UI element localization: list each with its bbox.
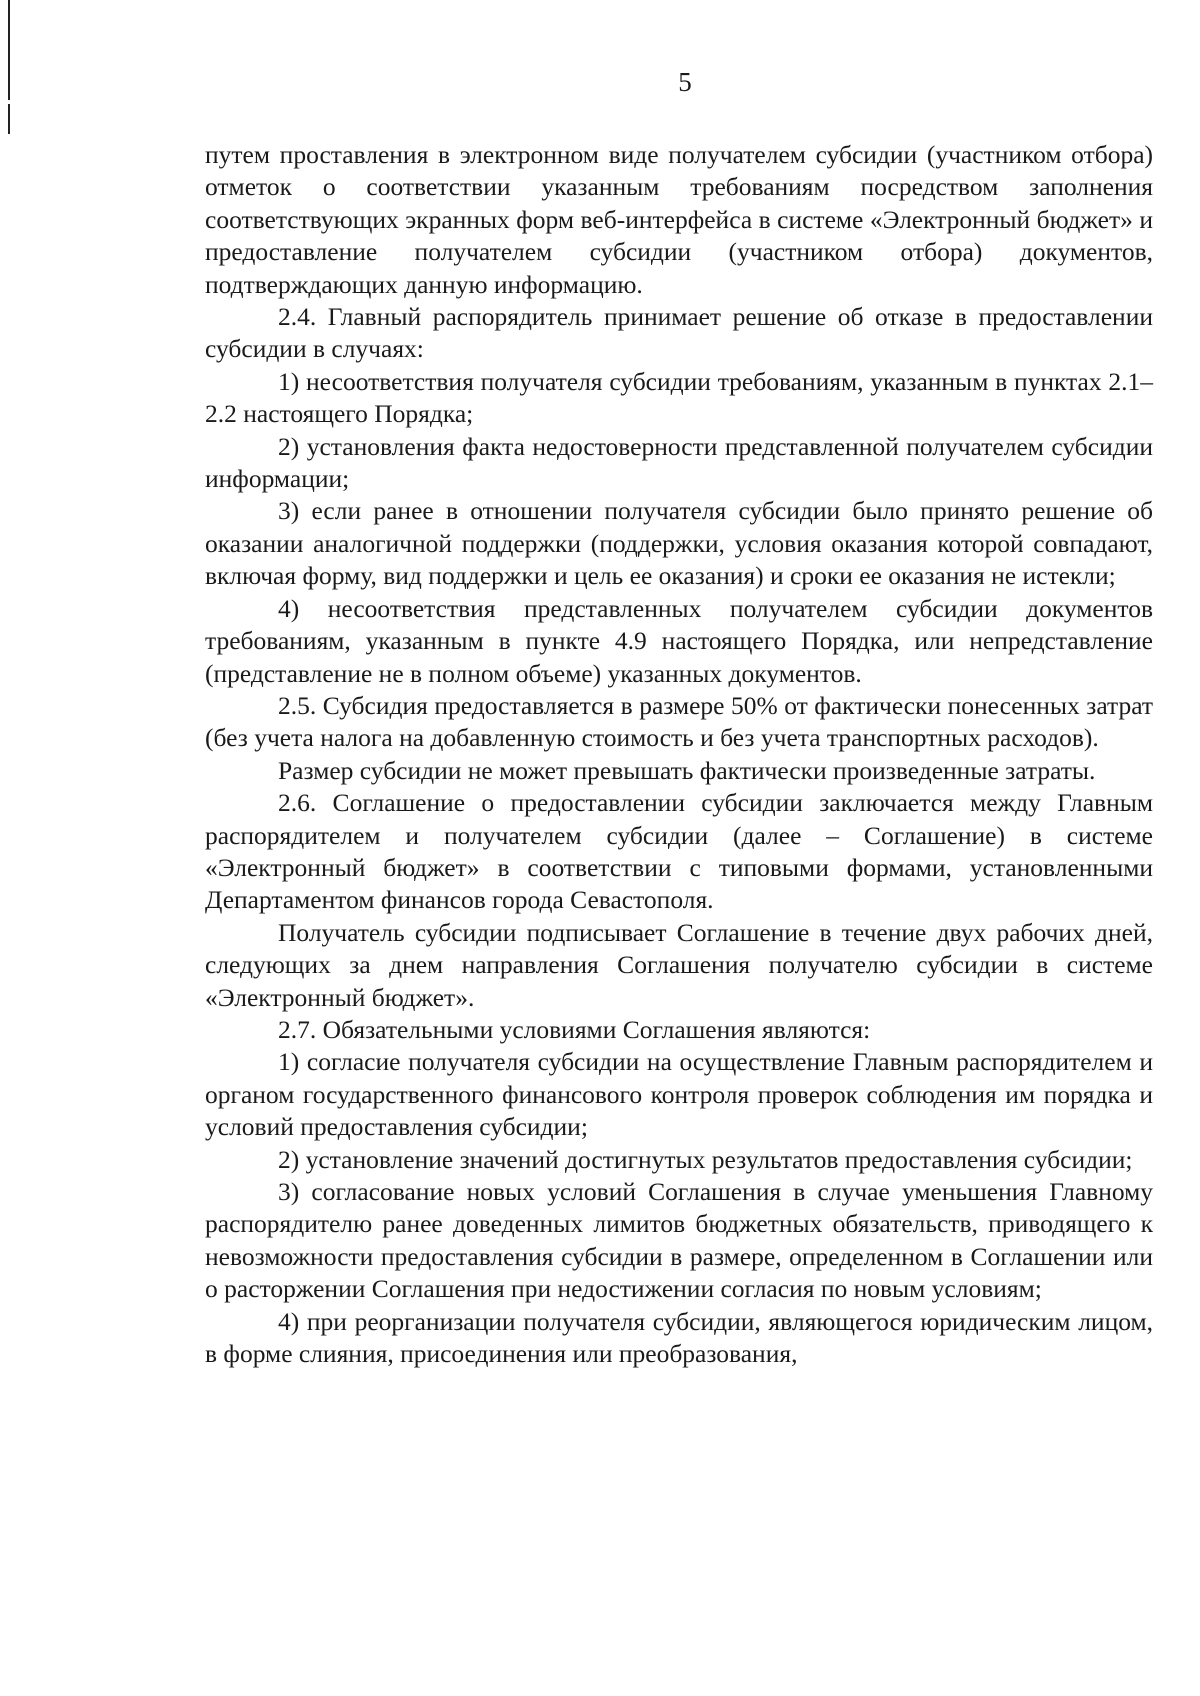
list-item-2-4-2: 2) установления факта недостоверности представленной получателем субсидии информации;: [205, 431, 1153, 494]
list-item-2-7-3: 3) согласование новых условий Соглашения в случае уменьшения Главному распорядителю ранее доведенных лимитов бюджетных обязательств, приводящего к невозможности предоставления субсидии в размере, определенном в Соглашении или о расторжении Соглашения при недостижении согласия по новым условиям;: [205, 1177, 1153, 1304]
paragraph-subsidy-limit: Размер субсидии не может превышать фактически произведенные затраты.: [278, 755, 1096, 785]
paragraph-signing: Получатель субсидии подписывает Соглашение в течение двух рабочих дней, следующих за днем направления Соглашения получателю субсидии в системе «Электронный бюджет».: [205, 917, 1153, 1012]
list-item-2-4-3: 3) если ранее в отношении получателя субсидии было принято решение об оказании аналогичной поддержки (поддержки, условия оказания которой совпадают, включая форму, вид поддержки и цель ее оказания) и сроки ее оказания не истекли;: [205, 496, 1153, 591]
list-item-2-7-2: 2) установление значений достигнутых результатов предоставления субсидии;: [278, 1144, 1133, 1174]
list-item-2-7-4: 4) при реорганизации получателя субсидии, являющегося юридическим лицом, в форме слияния, присоединения или преобразования,: [205, 1306, 1153, 1369]
list-item-2-4-4: 4) несоответствия представленных получателем субсидии документов требованиям, указанным в пункте 4.9 настоящего Порядка, или непредставление (представление не в полном объеме) указанных документов.: [205, 593, 1153, 688]
list-item-2-7-1: 1) согласие получателя субсидии на осуществление Главным распорядителем и органом государственного финансового контроля проверок соблюдения им порядка и условий предоставления субсидии;: [205, 1047, 1153, 1142]
paragraph-2-5: 2.5. Субсидия предоставляется в размере 50% от фактически понесенных затрат (без учета налога на добавленную стоимость и без учета транспортных расходов).: [205, 690, 1153, 753]
paragraph-2-7: 2.7. Обязательными условиями Соглашения являются:: [278, 1014, 871, 1044]
document-body: [205, 139, 1153, 1370]
list-item-2-4-1: 1) несоответствия получателя субсидии требованиям, указанным в пунктах 2.1–2.2 настоящего Порядка;: [205, 366, 1153, 429]
paragraph-continuation: путем проставления в электронном виде получателем субсидии (участником отбора) отметок о соответствии указанным требованиям посредством заполнения соответствующих экранных форм веб-интерфейса в системе «Электронный бюджет» и предоставление получателем субсидии (участником отбора) документов, подтверждающих данную информацию.: [205, 140, 1153, 299]
paragraph-2-4: 2.4. Главный распорядитель принимает решение об отказе в предоставлении субсидии в случаях:: [205, 302, 1153, 364]
scan-edge-mark: [8, 104, 10, 134]
paragraph-2-6: 2.6. Соглашение о предоставлении субсидии заключается между Главным распорядителем и получателем субсидии (далее – Соглашение) в системе «Электронный бюджет» в соответствии с типовыми формами, установленными Департаментом финансов города Севастополя.: [205, 788, 1153, 915]
page-number: 5: [678, 67, 692, 97]
